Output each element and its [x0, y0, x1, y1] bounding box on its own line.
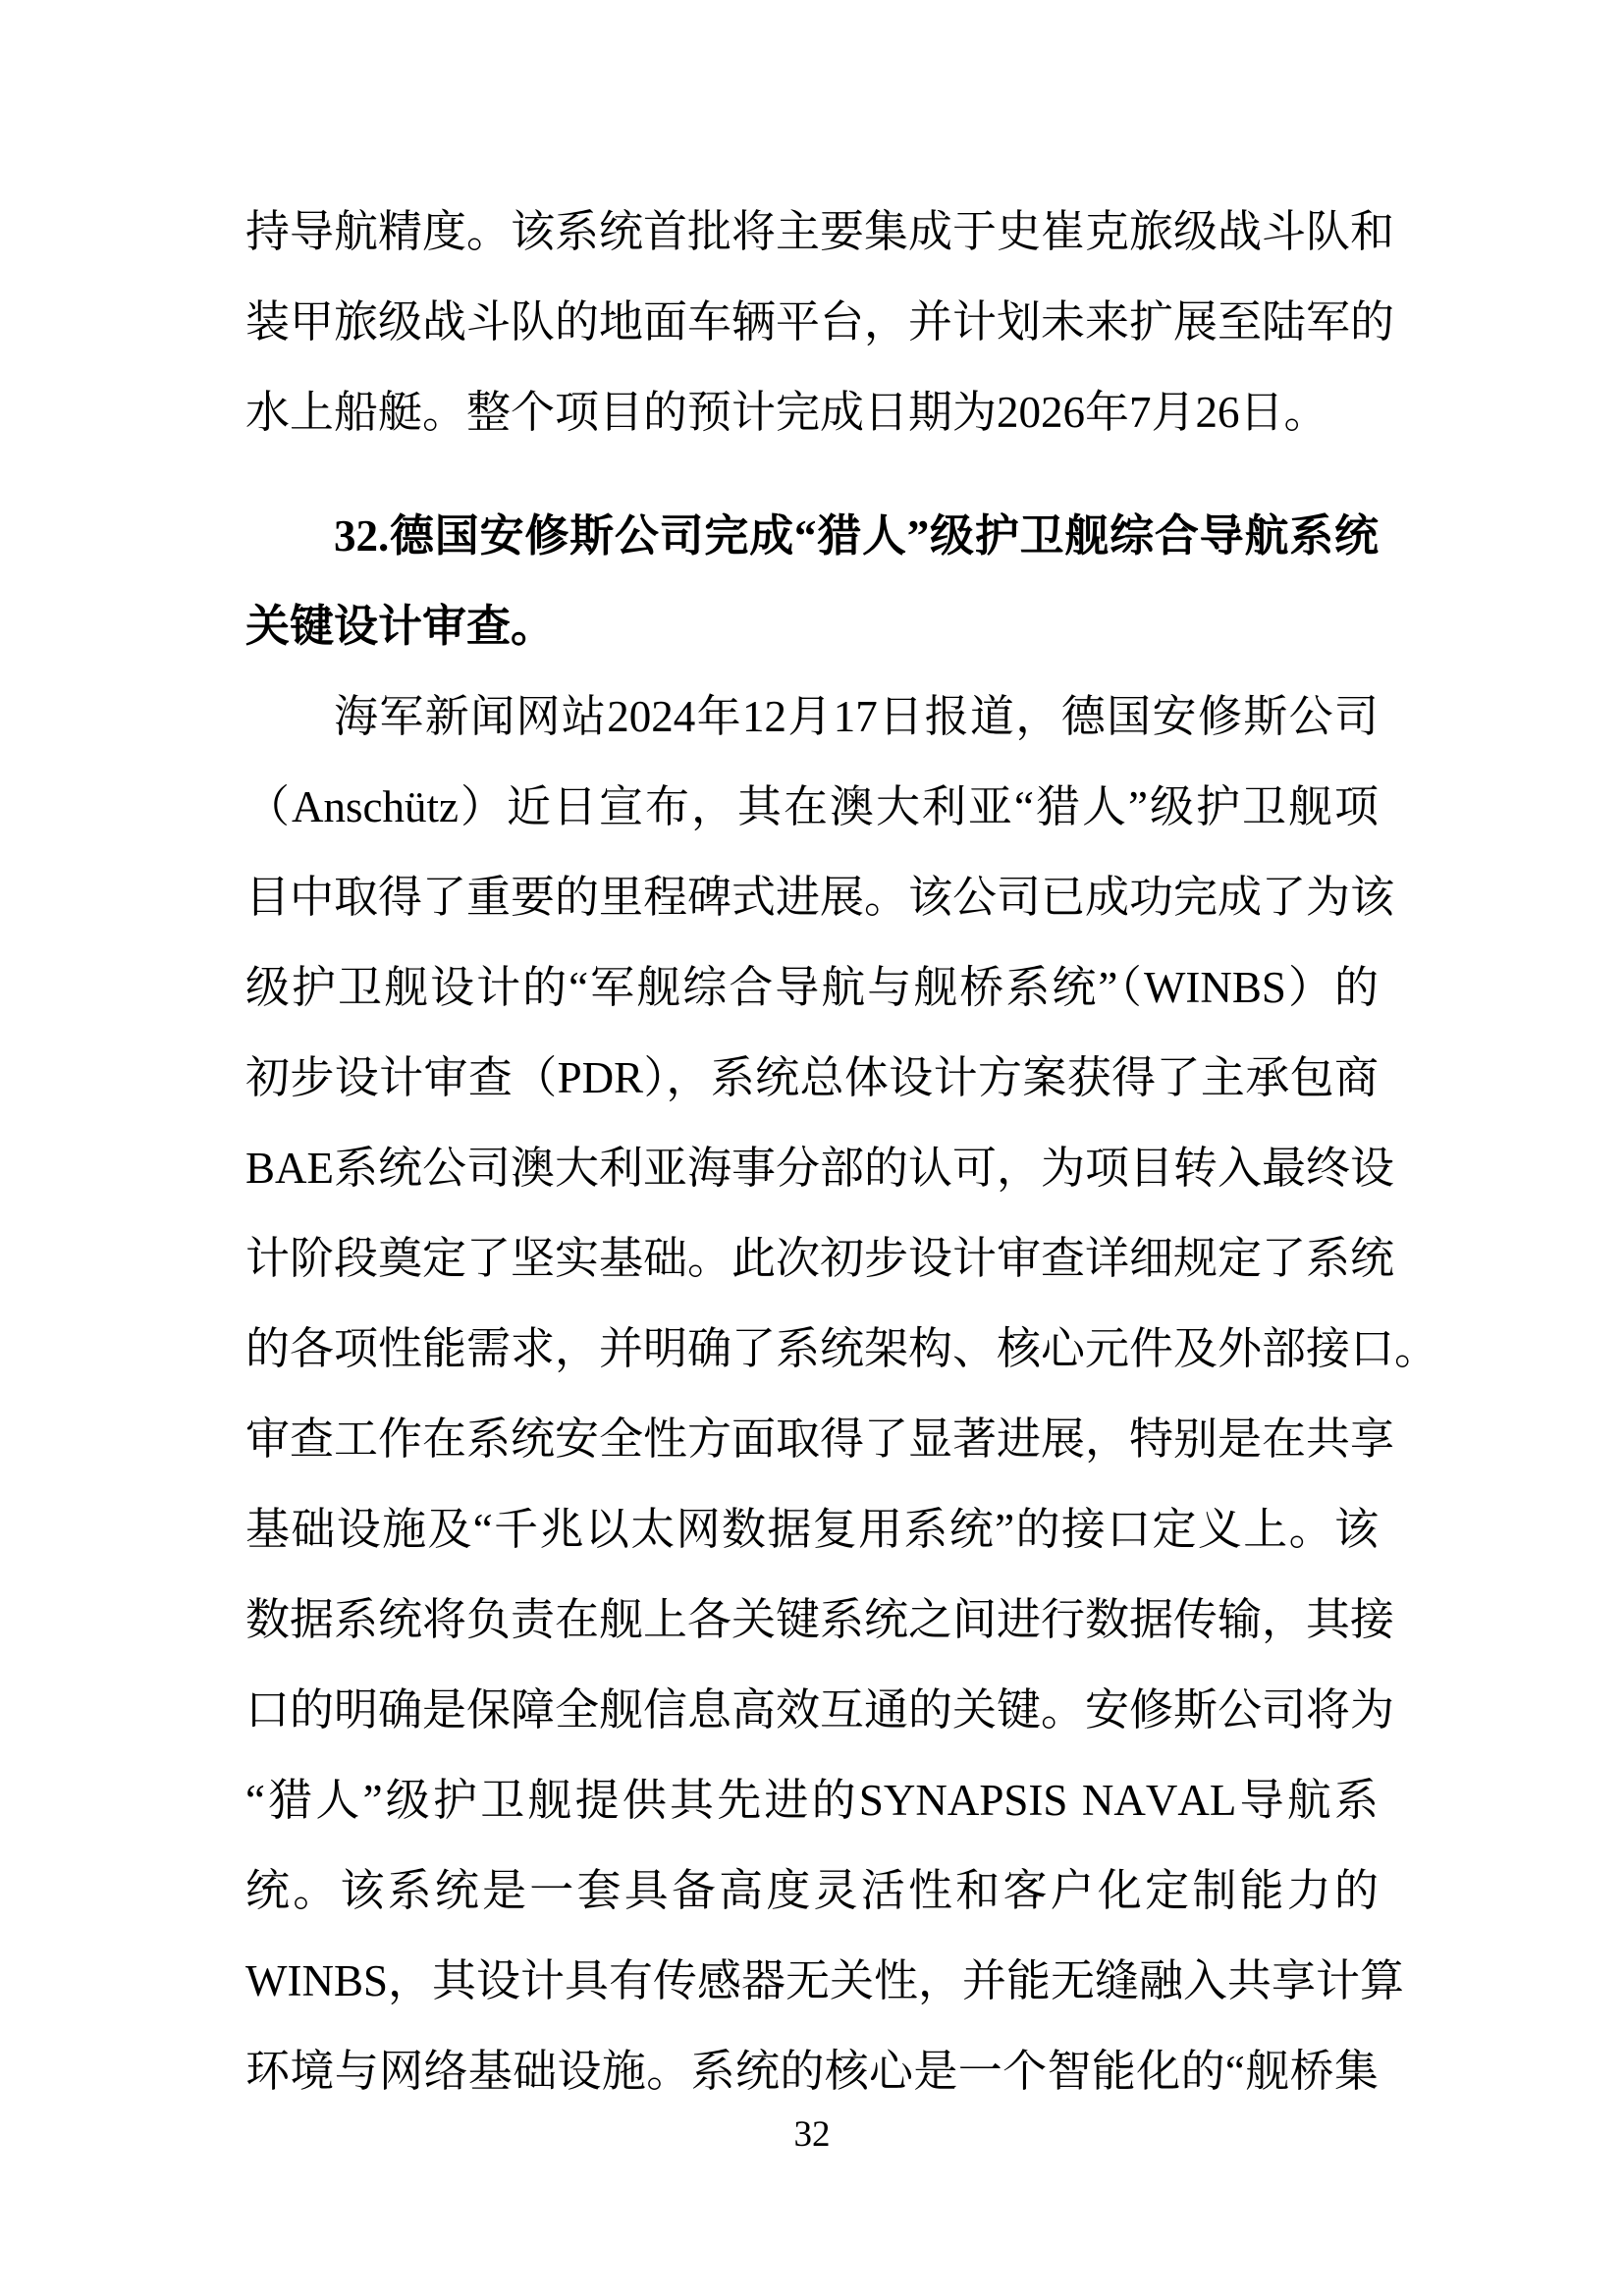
text-line: 水上船艇。整个项目的预计完成日期为2026年7月26日。: [245, 388, 1328, 437]
text-line: 级护卫舰设计的“军舰综合导航与舰桥系统”（WINBS）的: [245, 963, 1379, 1012]
text-line: 持导航精度。该系统首批将主要集成于史崔克旅级战斗队和: [245, 207, 1395, 256]
text-line: 装甲旅级战斗队的地面车辆平台，并计划未来扩展至陆军的: [245, 297, 1395, 347]
text-line: BAE系统公司澳大利亚海事分部的认可，为项目转入最终设: [245, 1144, 1395, 1193]
text-line: 审查工作在系统安全性方面取得了显著进展，特别是在共享: [245, 1415, 1395, 1464]
page-body-text: [245, 187, 1439, 2116]
text-line: 口的明确是保障全舰信息高效互通的关键。安修斯公司将为: [245, 1685, 1395, 1735]
text-line: 基础设施及“千兆以太网数据复用系统”的接口定义上。该: [245, 1505, 1379, 1554]
text-line: 环境与网络基础设施。系统的核心是一个智能化的“舰桥集: [245, 2047, 1379, 2096]
text-line: （Anschütz）近日宣布，其在澳大利亚“猎人”级护卫舰项: [245, 782, 1380, 831]
text-line: 数据系统将负责在舰上各关键系统之间进行数据传输，其接: [245, 1595, 1395, 1644]
text-line: 目中取得了重要的里程碑式进展。该公司已成功完成了为该: [245, 873, 1395, 922]
text-line: 海军新闻网站2024年12月17日报道，德国安修斯公司: [334, 692, 1379, 741]
text-line: WINBS，其设计具有传感器无关性，并能无缝融入共享计算: [245, 1956, 1404, 2005]
page-number: 32: [793, 2114, 831, 2155]
text-line: 统。该系统是一套具备高度灵活性和客户化定制能力的: [245, 1866, 1379, 1915]
text-line: 的各项性能需求，并明确了系统架构、核心元件及外部接口。: [245, 1324, 1439, 1373]
text-line: 计阶段奠定了坚实基础。此次初步设计审查详细规定了系统: [245, 1234, 1395, 1283]
text-line: 初步设计审查（PDR），系统总体设计方案获得了主承包商: [245, 1053, 1379, 1102]
section-heading-line: 32.德国安修斯公司完成“猎人”级护卫舰综合导航系统: [334, 511, 1379, 561]
section-heading-line: 关键设计审查。: [245, 602, 556, 651]
text-line: “猎人”级护卫舰提供其先进的SYNAPSIS NAVAL导航系: [245, 1776, 1379, 1825]
